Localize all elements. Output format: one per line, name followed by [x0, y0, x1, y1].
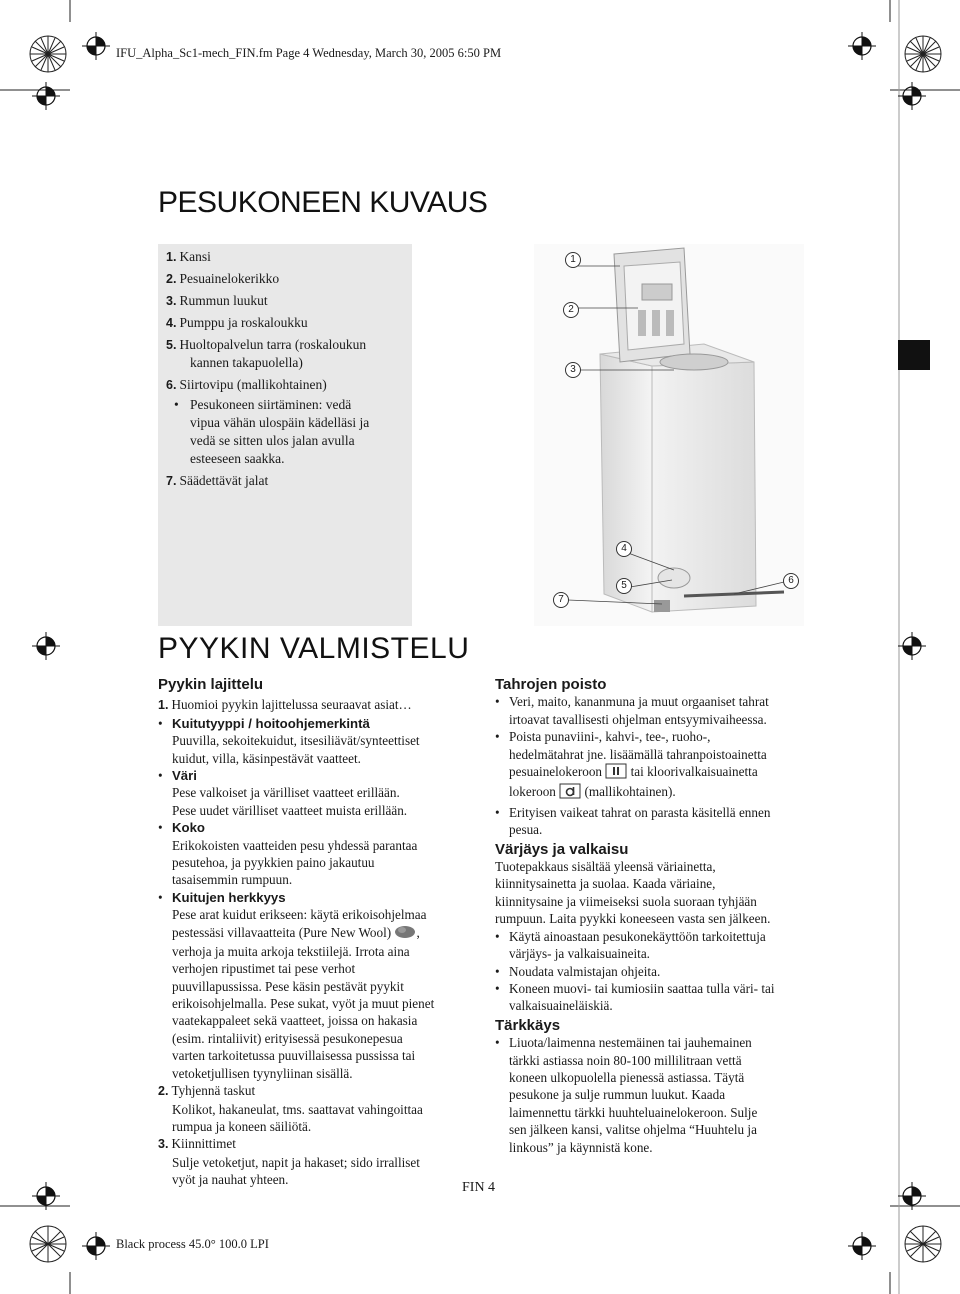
callout-3: 3: [565, 362, 581, 378]
bullet-item: • Koneen muovi- tai kumiosiin saattaa tulla väri- tai: [495, 980, 775, 996]
body-line: vetoketjullisen tyynyliinan sisällä.: [172, 1065, 353, 1081]
body-line: Puuvilla, sekoitekuidut, itsesiliävät/synteettiset: [172, 733, 420, 749]
bullet-item: • Käytä ainoastaan pesukonekäyttöön tarkoitettuja: [495, 928, 766, 944]
body-line: pesukone ja sulje rummun luukut. Kaada: [509, 1087, 726, 1103]
list-item: [166, 376, 406, 394]
right-column: [495, 676, 815, 1156]
body-line: vaatekappaleet sekä vaatteet, joissa on hakasia: [172, 1013, 418, 1029]
callout-1: 1: [565, 252, 581, 268]
bullet-item: • Väri: [158, 768, 197, 784]
body-line: verhoja ja muita arkoja tekstiilejä. Irrota aina: [172, 943, 410, 959]
body-line: tasaisemmin rumpuun.: [172, 872, 293, 888]
body-line: laimennettu tärkki huuhteluainelokeroon. Sulje: [509, 1104, 758, 1120]
body-line: Pese uudet värilliset vaatteet muista erillään.: [172, 802, 408, 818]
washing-machine-photo: [534, 244, 804, 626]
list-item: [166, 472, 406, 490]
wool-icon: [394, 924, 416, 942]
list-item: [166, 270, 406, 288]
body-line: kiinnitysaine ja viimeiseksi suola suoraan tyhjään: [495, 893, 757, 909]
body-line: vyöt ja nauhat yhteen.: [172, 1172, 289, 1188]
body-line: kuidut, villa, käsinpestävät vaatteet.: [172, 750, 361, 766]
body-line: Pese valkoiset ja värilliset vaatteet erillään.: [172, 785, 400, 801]
body-line: rumpuun. Laita pyykki koneeseen vasta sen jälkeen.: [495, 911, 771, 927]
slug-top: IFU_Alpha_Sc1-mech_FIN.fm Page 4 Wednesday, March 30, 2005 6:50 PM: [116, 46, 502, 60]
page-number: FIN 4: [462, 1180, 496, 1195]
list-item: [166, 292, 406, 310]
prewash-compartment-icon: [605, 763, 627, 783]
bullet-item: • Kuitujen herkkyys: [158, 889, 286, 905]
body-line: pesuainelokeroon tai kloorivalkaisuainetta: [495, 763, 815, 783]
item-number: 7.: [166, 474, 177, 488]
body-line: rumpua ja koneen säiliötä.: [172, 1118, 312, 1134]
body-line: pesua.: [509, 822, 543, 838]
callout-4: 4: [616, 541, 632, 557]
sorting-intro: 1. Huomioi pyykin lajittelussa seuraavat asiat…: [158, 697, 412, 713]
callout-7: 7: [553, 592, 569, 608]
body-line: Erikokoisten vaatteiden pesu yhdessä parantaa: [172, 837, 418, 853]
body-line: Tuotepakkaus sisältää yleensä väriainetta,: [495, 859, 716, 875]
bullet-item: • Pesukoneen siirtäminen: vedä vipua vähän ulospäin kädelläsi ja vedä se sitten ulos jalan avulla esteeseen saakka.: [174, 397, 370, 466]
item-number: 2.: [166, 272, 177, 286]
body-line: erikoisohjelmalla. Pese sukat, vyöt ja muut pienet: [172, 996, 435, 1012]
body-line: koneen ulkopuolella pienessä astiassa. Täytä: [509, 1069, 745, 1085]
bullet-item: • Erityisen vaikeat tahrat on parasta käsitellä ennen: [495, 804, 771, 820]
body-line: tärkki astiassa noin 80-100 millilitraan vettä: [509, 1052, 742, 1068]
body-line: irtoavat tavallisesti ohjelman entsyymivaiheessa.: [509, 711, 767, 727]
bleach-compartment-icon: [559, 783, 581, 803]
thumb-tab: [898, 340, 930, 370]
page-title: PESUKONEEN KUVAUS: [158, 186, 488, 219]
sorting-heading: Pyykin lajittelu: [158, 676, 264, 693]
item-label: Rummun luukut: [179, 293, 268, 308]
slug-bottom: Black process 45.0° 100.0 LPI: [116, 1237, 269, 1251]
bullet-item: • Liuota/laimenna nestemäinen tai jauhemainen: [495, 1035, 752, 1051]
body-line: varten tarkoitetussa puuvillaisessa pussissa tai: [172, 1048, 416, 1064]
stains-heading: Tahrojen poisto: [495, 676, 607, 693]
sorting-column: [158, 676, 458, 1189]
body-line: Pese arat kuidut erikseen: käytä erikoisohjelmaa: [172, 907, 427, 923]
bullet-item: • Kuitutyyppi / hoitoohjemerkintä: [158, 715, 370, 731]
callout-6: 6: [783, 573, 799, 589]
parts-list: [166, 248, 406, 490]
item-number: 6.: [166, 378, 177, 392]
item-label: Kansi: [179, 249, 211, 264]
bullet-item: • Poista punaviini-, kahvi-, tee-, ruoho-,: [495, 729, 711, 745]
starch-heading: Tärkkäys: [495, 1016, 561, 1034]
list-item: [166, 248, 406, 266]
body-line: (esim. rintaliivit) erityisessä pesukonepesua: [172, 1030, 403, 1046]
body-line: verhojen ripustimet tai pese verhot: [172, 961, 356, 977]
item-label: Siirtovipu (mallikohtainen): [179, 377, 327, 392]
section-title: PYYKIN VALMISTELU: [158, 632, 470, 665]
item-number: 4.: [166, 316, 177, 330]
callout-5: 5: [616, 578, 632, 594]
body-line: Sulje vetoketjut, napit ja hakaset; sido irralliset: [172, 1154, 420, 1170]
body-line: pesutehoa, ja pyykkien paino jakautuu: [172, 855, 375, 871]
bullet-item: • Koko: [158, 820, 205, 836]
dyeing-heading: Värjäys ja valkaisu: [495, 840, 629, 858]
item-continuation: kannen takapuolella): [190, 355, 303, 370]
body-line: puuvillapussissa. Pese käsin pestävät pyykit: [172, 978, 404, 994]
body-line: värjäys- ja valkaisuaineita.: [509, 946, 650, 962]
body-line: lokeroon (mallikohtainen).: [495, 783, 815, 803]
item-number: 5.: [166, 338, 177, 352]
item-label: Pesuainelokerikko: [179, 271, 280, 286]
body-line: pestessäsi villavaatteita (Pure New Wool) ,: [158, 924, 458, 943]
step-2: 2. Tyhjennä taskut: [158, 1083, 256, 1099]
body-line: linkous” ja käynnistä kone.: [509, 1139, 653, 1155]
item-number: 3.: [166, 294, 177, 308]
body-line: hedelmätahrat jne. lisäämällä tahranpoistoainetta: [509, 746, 767, 762]
body-line: sen jälkeen kansi, valitse ohjelma “Huuhtelu ja: [509, 1122, 757, 1138]
body-line: Kolikot, hakaneulat, tms. saattavat vahingoittaa: [172, 1101, 423, 1117]
bullet-item: • Noudata valmistajan ohjeita.: [495, 963, 661, 979]
item-label: Pumppu ja roskaloukku: [179, 315, 308, 330]
body-line: kiinnitysainetta ja suolaa. Kaada väriaine,: [495, 876, 716, 892]
body-line: valkaisuaineläiskiä.: [509, 998, 613, 1014]
bullet-item: • Veri, maito, kananmuna ja muut orgaaniset tahrat: [495, 694, 769, 710]
item-label: Huoltopalvelun tarra (roskaloukun: [179, 337, 367, 352]
item-number: 1.: [166, 250, 177, 264]
list-item: [166, 314, 406, 332]
step-3: 3. Kiinnittimet: [158, 1136, 236, 1152]
callout-2: 2: [563, 302, 579, 318]
item-label: Säädettävät jalat: [179, 473, 269, 488]
list-item: [166, 336, 406, 354]
